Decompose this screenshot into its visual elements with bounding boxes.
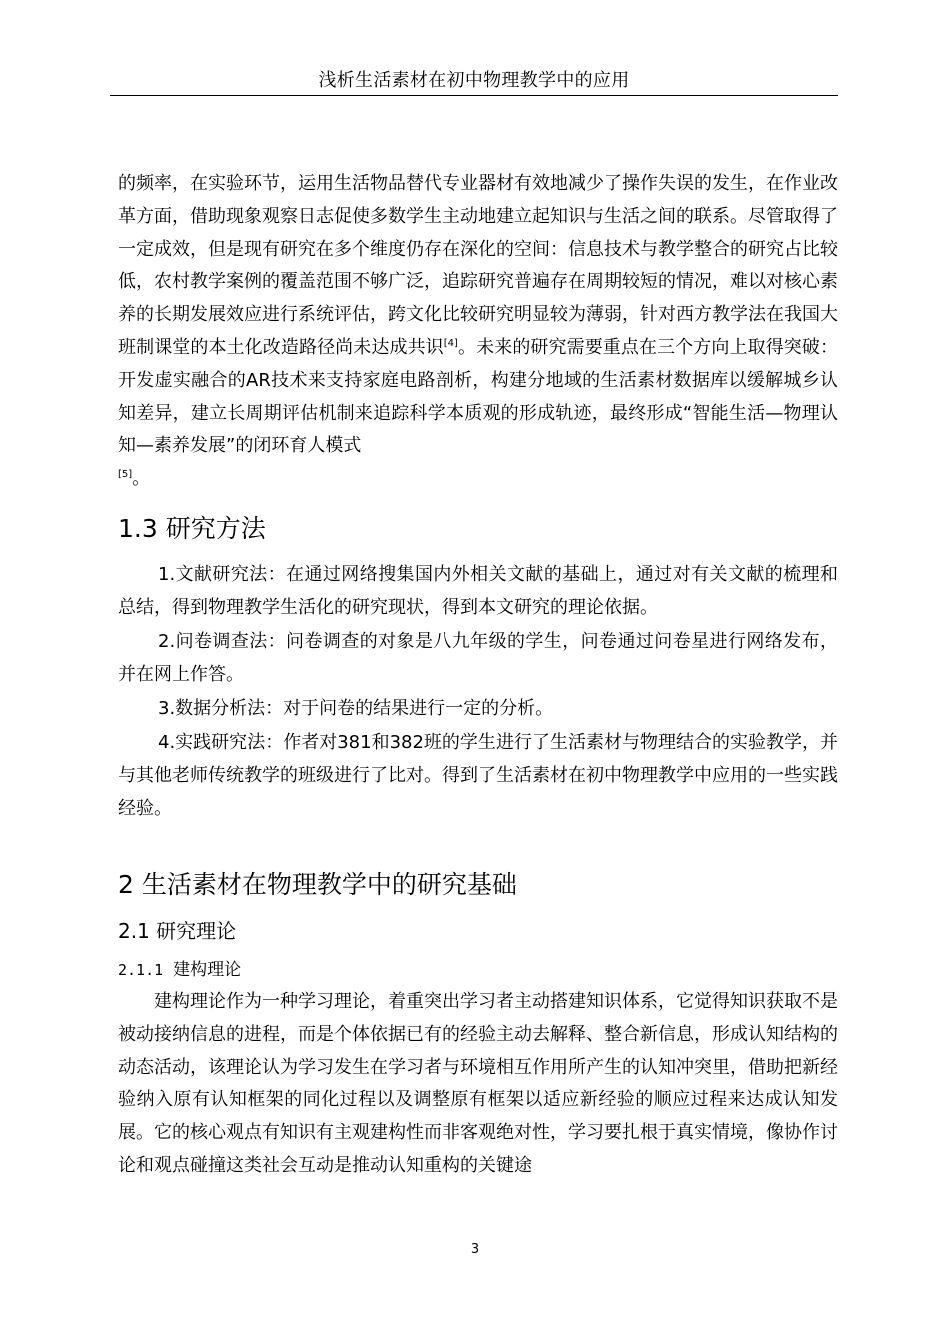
section-heading-2-1: 2.1 研究理论 — [118, 919, 237, 943]
method-item-data-analysis: 3.数据分析法：对于问卷的结果进行一定的分析。 — [158, 698, 554, 719]
intro-text-part1: 的频率，在实验环节，运用生活物品替代专业器材有效地减少了操作失误的发生，在作业改革方面，借助现象观察日志促使多数学生主动地建立起知识与生活之间的联系。尽管取得了一定成效，但是现有研究在多个维度仍存在深化的空间：信息技术与教学整合的研究占比较低，农村教学案例的覆盖范围不够广泛，追踪研究普遍存在周期较短的情况，难以对核心素养的长期发展效应进行系统评估，跨文化比较研究明显较为薄弱，针对西方教学法在我国大班制课堂的本土化改造路径尚未达成共识 — [118, 173, 838, 358]
chapter-heading-2: 2 生活素材在物理教学中的研究基础 — [118, 870, 517, 899]
page-number: 3 — [470, 1242, 480, 1257]
citation-4[interactable]: [4] — [443, 337, 458, 349]
subsection-number: 2.1.1 — [118, 961, 164, 979]
method-item-questionnaire: 2.问卷调查法：问卷调查的对象是八九年级的学生，问卷通过问卷星进行网络发布，并在网上作答。 — [118, 631, 838, 685]
method-item-practice: 4.实践研究法：作者对381和382班的学生进行了生活素材与物理结合的实验教学，并与其他老师传统教学的班级进行了比对。得到了生活素材在初中物理教学中应用的一些实践经验。 — [118, 732, 838, 819]
method-item-literature: 1.文献研究法：在通过网络搜集国内外相关文献的基础上，通过对有关文献的梳理和总结，得到物理教学生活化的研究现状，得到本文研究的理论依据。 — [118, 564, 838, 618]
subsection-title: 建构理论 — [173, 960, 242, 980]
section-heading-1-3: 1.3 研究方法 — [118, 514, 266, 543]
intro-text-part3: 。 — [132, 468, 151, 490]
intro-text-part2: 。未来的研究需要重点在三个方向上取得突破：开发虚实融合的AR技术来支持家庭电路剖析，构建分地域的生活素材数据库以缓解城乡认知差异，建立长周期评估机制来追踪科学本质观的形成轨迹，最终形成“智能生活—物理认知—素养发展”的闭环育人模式 — [118, 336, 838, 457]
constructivism-paragraph: 建构理论作为一种学习理论，着重突出学习者主动搭建知识体系，它觉得知识获取不是被动接纳信息的进程，而是个体依据已有的经验主动去解释、整合新信息，形成认知结构的动态活动，该理论认为学习发生在学习者与环境相互作用所产生的认知冲突里，借助把新经验纳入原有认知框架的同化过程以及调整原有框架以适应新经验的顺应过程来达成认知发展。它的核心观点有知识有主观建构性而非客观绝对性，学习要扎根于真实情境，像协作讨论和观点碰撞这类社会互动是推动认知重构的关键途 — [118, 991, 838, 1176]
subsection-heading-2-1-1 — [118, 957, 241, 983]
running-header: 浅析生活素材在初中物理教学中的应用 — [318, 70, 630, 91]
citation-5[interactable]: [5] — [118, 469, 133, 481]
header-divider — [110, 95, 838, 96]
intro-paragraph — [118, 168, 838, 496]
research-methods-list — [118, 558, 838, 826]
